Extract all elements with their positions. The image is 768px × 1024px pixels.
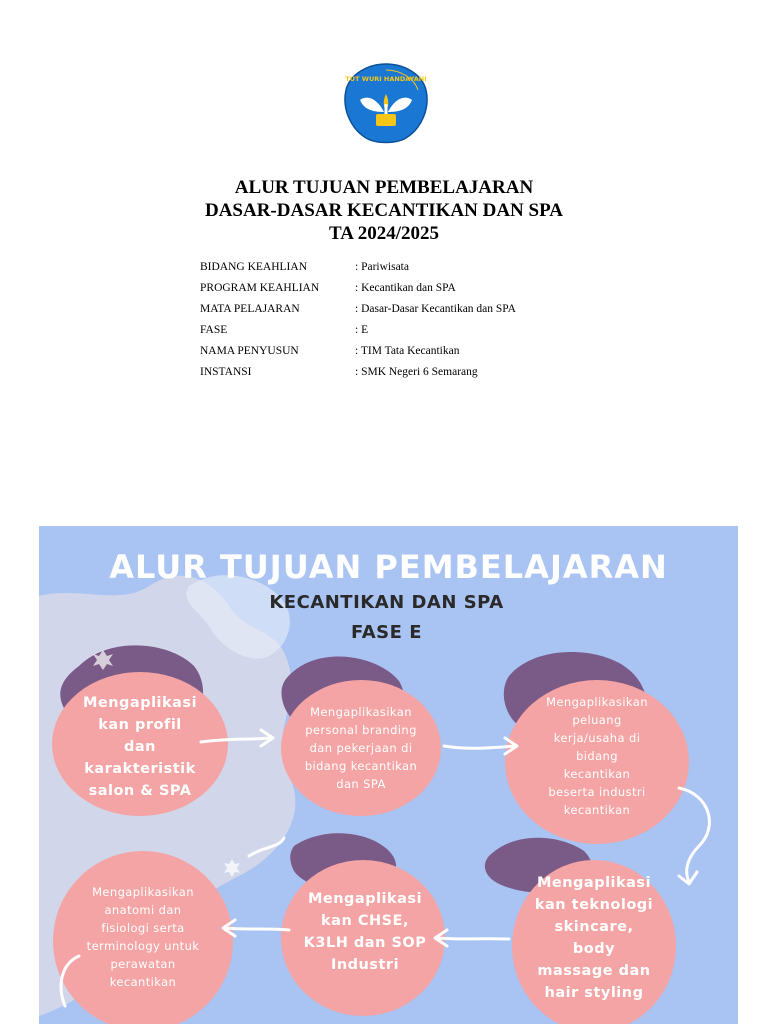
step-line: bidang xyxy=(576,749,618,763)
step-line: skincare, xyxy=(554,919,634,935)
step-line: kan teknologi xyxy=(534,897,654,913)
title-line: DASAR-DASAR KECANTIKAN DAN SPA xyxy=(204,200,564,221)
title-line: ALUR TUJUAN PEMBELAJARAN xyxy=(234,177,534,198)
step-line: kecantikan xyxy=(563,767,631,781)
arrow-curve-down-icon xyxy=(679,788,709,882)
tut-wuri-handayani-logo xyxy=(342,60,430,144)
step-line: bidang kecantikan xyxy=(304,759,418,773)
document-title xyxy=(0,176,768,245)
poster-title: ALUR TUJUAN PEMBELAJARAN xyxy=(109,548,668,586)
step-4-text xyxy=(509,872,679,1004)
step-6-text xyxy=(53,883,233,991)
step-line: K3LH dan SOP xyxy=(303,935,427,951)
step-1-text xyxy=(50,692,230,802)
step-2-text xyxy=(276,703,446,793)
info-label: FASE xyxy=(200,324,228,336)
step-line: terminology untuk xyxy=(86,939,200,953)
step-line: kecantikan xyxy=(563,803,631,817)
step-line: kecantikan xyxy=(109,975,177,989)
step-line: Mengaplikasi xyxy=(82,695,198,711)
step-line: Mengaplikasikan xyxy=(92,885,194,899)
arrow-right-icon xyxy=(444,746,515,748)
title-line: TA 2024/2025 xyxy=(329,223,439,244)
step-line: kerja/usaha di xyxy=(553,731,641,745)
step-3-text xyxy=(512,693,682,819)
info-value: : Dasar-Dasar Kecantikan dan SPA xyxy=(355,303,516,315)
poster-subtitle: KECANTIKAN DAN SPA xyxy=(269,592,504,613)
step-line: personal branding xyxy=(305,723,417,737)
step-line: dan xyxy=(124,739,156,755)
step-line: kan CHSE, xyxy=(321,913,409,929)
step-line: Industri xyxy=(330,957,400,973)
step-line: beserta industri xyxy=(548,785,646,799)
step-line: peluang xyxy=(572,713,622,727)
step-line: Mengaplikasi xyxy=(307,891,423,907)
info-value: : TIM Tata Kecantikan xyxy=(355,345,460,357)
info-label: INSTANSI xyxy=(200,366,252,378)
info-label: MATA PELAJARAN xyxy=(200,303,300,315)
learning-flow-poster xyxy=(39,526,738,1024)
step-line: fisiologi serta xyxy=(101,921,185,935)
step-line: Mengaplikasi xyxy=(536,875,652,891)
info-value: : Pariwisata xyxy=(355,261,409,273)
poster-phase: FASE E xyxy=(351,622,422,643)
info-label: PROGRAM KEAHLIAN xyxy=(200,282,320,294)
step-line: dan SPA xyxy=(336,777,386,791)
info-value: : SMK Negeri 6 Semarang xyxy=(355,366,478,378)
step-line: massage dan xyxy=(537,963,651,979)
step-line: perawatan xyxy=(110,957,176,971)
step-line: body xyxy=(572,941,616,957)
step-line: karakteristik xyxy=(84,761,196,777)
step-line: dan pekerjaan di xyxy=(309,741,413,755)
step-line: Mengaplikasikan xyxy=(310,705,412,719)
step-line: salon & SPA xyxy=(88,783,192,799)
info-value: : Kecantikan dan SPA xyxy=(355,282,456,294)
info-label: NAMA PENYUSUN xyxy=(200,345,299,357)
svg-text:TUT WURI HANDAYANI: TUT WURI HANDAYANI xyxy=(345,75,427,83)
step-line: anatomi dan xyxy=(104,903,182,917)
info-label: BIDANG KEAHLIAN xyxy=(200,261,307,273)
step-line: hair styling xyxy=(544,985,644,1001)
step-line: Mengaplikasikan xyxy=(546,695,648,709)
step-line: kan profil xyxy=(98,717,182,733)
step-5-text xyxy=(280,888,450,976)
info-value: : E xyxy=(355,324,369,336)
